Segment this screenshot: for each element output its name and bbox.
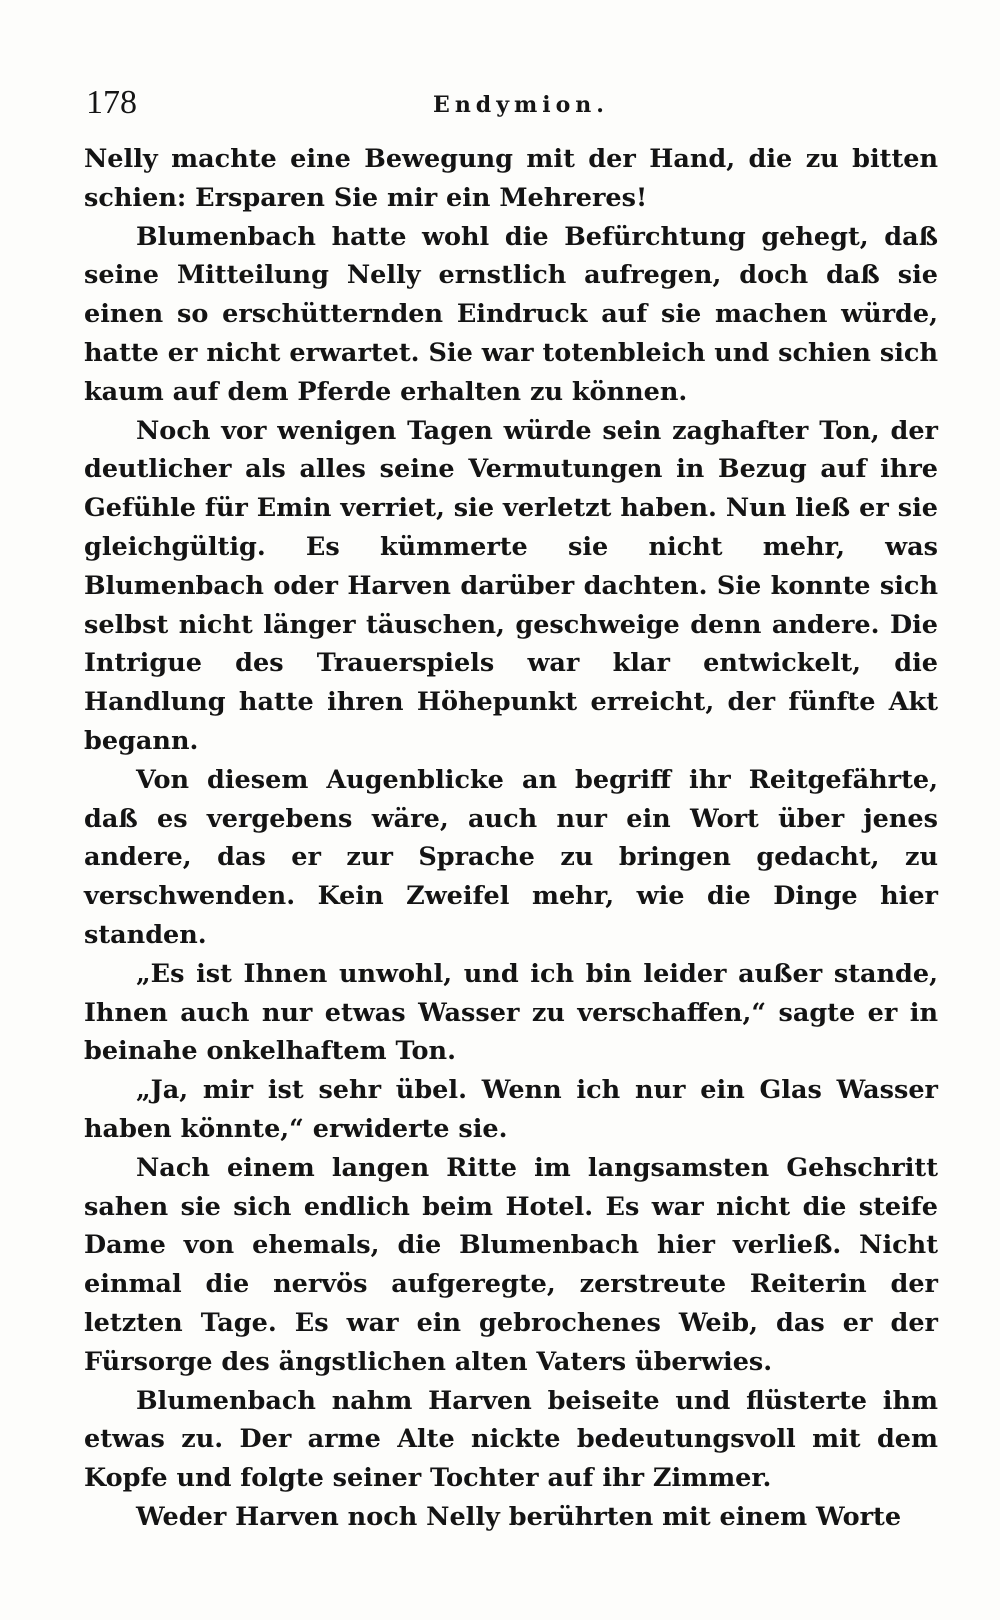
page-number: 178 [86, 84, 137, 121]
paragraph: Nelly machte eine Bewegung mit der Hand, die zu bitten schien: Ersparen Sie mir ein Mehreres! [84, 144, 938, 213]
body-text [84, 140, 938, 1537]
paragraph: Weder Harven noch Nelly berührten mit einem Worte [136, 1501, 902, 1532]
paragraph: Von diesem Augenblicke an begriff ihr Reitgefährte, daß es vergebens wäre, auch nur ein Wort über jenes andere, das er zur Sprache zu bringen gedacht, zu verschwenden. Kein Zweifel mehr, wie die Dinge hier standen. [84, 764, 938, 950]
paragraph: Noch vor wenigen Tagen würde sein zaghafter Ton, der deutlicher als alles seine Vermutungen in Bezug auf ihre Gefühle für Emin verriet, sie verletzt haben. Nun ließ er sie gleichgültig. Es kümmerte sie nicht mehr, was Blumenbach oder Harven darüber dachten. Sie konnte sich selbst nicht länger täuschen, geschweige denn andere. Die Intrigue des Trauerspiels war klar entwickelt, die Handlung hatte ihren Höhepunkt erreicht, der fünfte Akt begann. [84, 415, 938, 756]
running-title: Endymion. [433, 92, 609, 118]
paragraph: Nach einem langen Ritte im langsamsten Gehschritt sahen sie sich endlich beim Hotel. Es war nicht die steife Dame von ehemals, die Blumenbach hier verließ. Nicht einmal die nervös aufgeregte, zerstreute Reiterin der letzten Tage. Es war ein gebrochenes Weib, das er der Fürsorge des ängstlichen alten Vaters überwies. [84, 1152, 938, 1377]
paragraph: Blumenbach hatte wohl die Befürchtung gehegt, daß seine Mitteilung Nelly ernstlich aufregen, doch daß sie einen so erschütternden Eindruck auf sie machen würde, hatte er nicht erwartet. Sie war totenbleich und schien sich kaum auf dem Pferde erhalten zu können. [84, 221, 938, 407]
paragraph: Blumenbach nahm Harven beiseite und flüsterte ihm etwas zu. Der arme Alte nickte bedeutungsvoll mit dem Kopfe und folgte seiner Tochter auf ihr Zimmer. [84, 1385, 938, 1494]
paragraph: „Es ist Ihnen unwohl, und ich bin leider außer stande, Ihnen auch nur etwas Wasser zu verschaffen,“ sagte er in beinahe onkelhaftem Ton. [84, 958, 938, 1067]
paragraph: „Ja, mir ist sehr übel. Wenn ich nur ein Glas Wasser haben könnte,“ erwiderte sie. [84, 1075, 938, 1144]
page-header [86, 84, 936, 128]
